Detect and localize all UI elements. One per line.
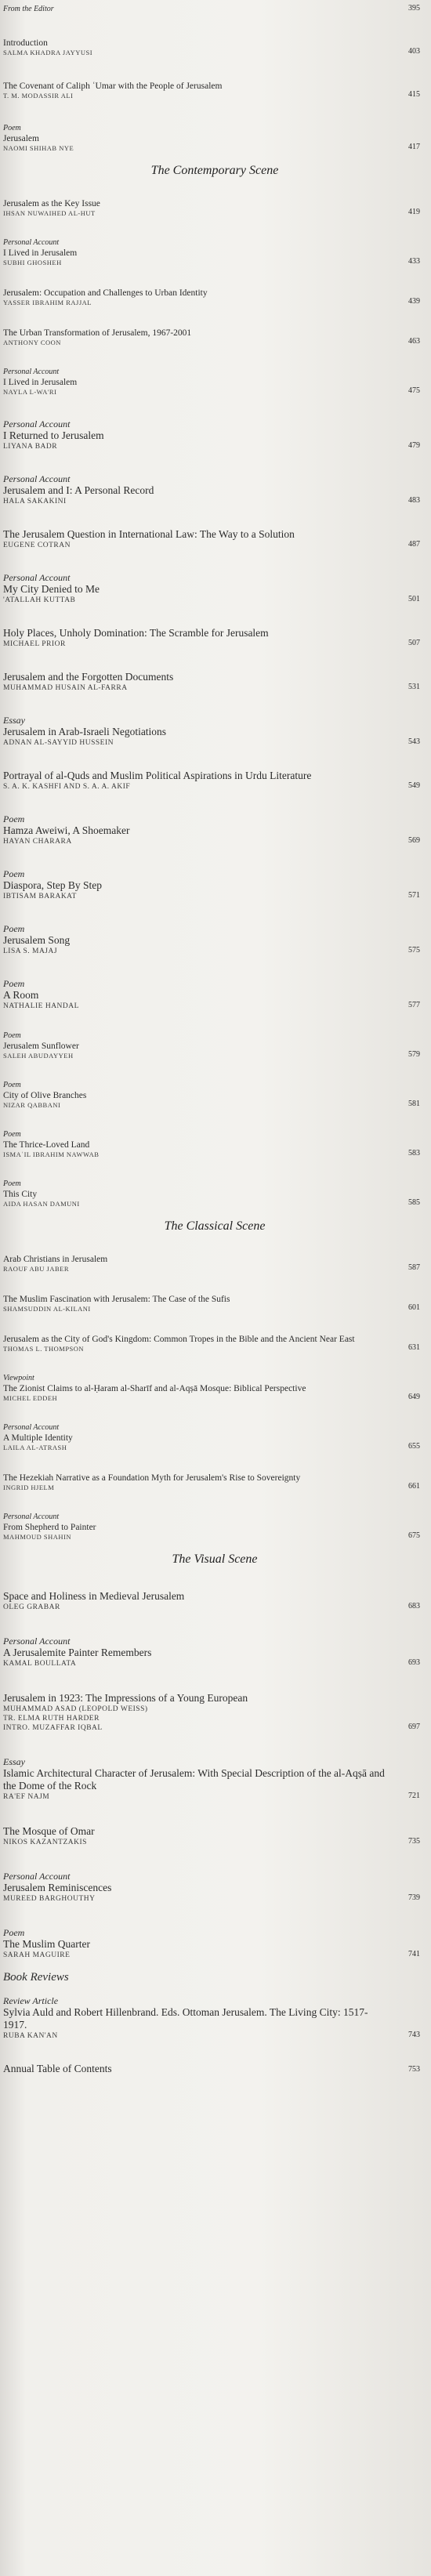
toc-entry <box>3 1636 426 1668</box>
entry-page-number: 675 <box>408 1531 420 1540</box>
entry-page-number: 463 <box>408 337 420 346</box>
toc-entry <box>3 418 426 451</box>
toc-entry <box>3 1130 426 1159</box>
entry-title: From Shepherd to Painter <box>3 1523 96 1532</box>
entry-page-number: 649 <box>408 1393 420 1401</box>
entry-label: Essay <box>3 1756 25 1767</box>
entry-page-number: 585 <box>408 1198 420 1207</box>
toc-entry <box>3 572 426 605</box>
entry-title: The Covenant of Caliph ʿUmar with the People of Jerusalem <box>3 82 223 91</box>
toc-entry <box>3 1590 426 1612</box>
entry-label: Poem <box>3 923 25 934</box>
entry-title: Holy Places, Unholy Domination: The Scramble for Jerusalem <box>3 627 269 639</box>
entry-title: A Room <box>3 989 39 1001</box>
entry-author: SUBHI GHOSHEH <box>3 259 62 266</box>
book-reviews-heading: Book Reviews <box>3 1971 69 1984</box>
toc-entry <box>3 1825 426 1847</box>
toc-entry <box>3 528 426 550</box>
entry-author: SARAH MAGUIRE <box>3 1951 71 1959</box>
entry-title: Jerusalem <box>3 134 39 143</box>
entry-author: ISMAʿIL IBRAHIM NAWWAB <box>3 1150 100 1158</box>
entry-page-number: 587 <box>408 1263 420 1272</box>
entry-page-number: 419 <box>408 208 420 216</box>
entry-author: KAMAL BOULLATA <box>3 1660 77 1668</box>
entry-page-number: 395 <box>408 4 420 13</box>
toc-entry <box>3 81 426 100</box>
entry-label: Poem <box>3 1927 25 1938</box>
entry-title: Portrayal of al-Quds and Muslim Political Aspirations in Urdu Literature <box>3 770 312 781</box>
entry-title: The Muslim Quarter <box>3 1938 90 1950</box>
entry-author: MICHAEL PRIOR <box>3 640 66 648</box>
entry-page-number: 579 <box>408 1050 420 1059</box>
entry-page-number: 417 <box>408 143 420 151</box>
entry-title: Hamza Aweiwi, A Shoemaker <box>3 824 130 836</box>
entry-page-number: 475 <box>408 386 420 395</box>
entry-author: RAOUF ABU JABER <box>3 1265 70 1273</box>
entry-title: Diaspora, Step By Step <box>3 879 102 891</box>
entry-title: Sylvia Auld and Robert Hillenbrand. Eds. Ottoman Jerusalem. The Living City: 1517-1917. <box>3 2006 368 2031</box>
toc-entry <box>3 1927 426 1960</box>
entry-page-number: 487 <box>408 540 420 549</box>
entry-label: Poem <box>3 978 25 989</box>
entry-title: Jerusalem and I: A Personal Record <box>3 484 154 496</box>
entry-author: INGRID HJELM <box>3 1484 55 1491</box>
toc-entry <box>3 1756 426 1802</box>
entry-author: LIYANA BADR <box>3 443 58 451</box>
entry-label: Personal Account <box>3 1871 71 1882</box>
entry-title: Jerusalem Song <box>3 934 71 946</box>
entry-author: YASSER IBRAHIM RAJJAL <box>3 299 92 306</box>
entry-label: Review Article <box>3 1995 59 2006</box>
entry-title: The Jerusalem Question in International Law: The Way to a Solution <box>3 528 295 540</box>
entry-label: Essay <box>3 715 25 726</box>
entry-page-number: 661 <box>408 1482 420 1491</box>
entry-author: MICHEL EDDEH <box>3 1394 58 1402</box>
entry-page-number: 531 <box>408 683 420 691</box>
entry-page-number: 655 <box>408 1442 420 1451</box>
entry-page-number: 415 <box>408 90 420 99</box>
editor-note <box>3 5 426 14</box>
entry-page-number: 433 <box>408 257 420 266</box>
entry-author: IBTISAM BARAKAT <box>3 893 77 900</box>
entry-author: OLEG GRABAR <box>3 1603 60 1611</box>
entry-title: Jerusalem Sunflower <box>3 1042 79 1051</box>
entry-introduction: INTRO. MUZAFFAR IQBAL <box>3 1724 103 1732</box>
entry-page-number: 479 <box>408 441 420 450</box>
entry-title: The Thrice-Loved Land <box>3 1140 90 1150</box>
toc-entry <box>3 671 426 693</box>
entry-page-number: 507 <box>408 639 420 647</box>
entry-author: IHSAN NUWAIHED AL-HUT <box>3 209 96 217</box>
entry-author: HAYAN CHARARA <box>3 838 72 846</box>
entry-title: City of Olive Branches <box>3 1091 87 1100</box>
entry-author: NATHALIE HANDAL <box>3 1002 79 1010</box>
entry-label: Personal Account <box>3 418 71 429</box>
entry-page-number: 581 <box>408 1100 420 1108</box>
toc-entry <box>3 1473 426 1492</box>
toc-entry <box>3 1031 426 1060</box>
entry-title: My City Denied to Me <box>3 583 100 595</box>
entry-author: ANTHONY COON <box>3 339 61 346</box>
entry-label: Personal Account <box>3 238 60 247</box>
entry-title: A Jerusalemite Painter Remembers <box>3 1647 152 1658</box>
entry-author: SHAMSUDDIN AL-KILANI <box>3 1305 91 1313</box>
entry-title: The Hezekiah Narrative as a Foundation Myth for Jerusalem's Rise to Sovereignty <box>3 1473 301 1483</box>
entry-title: Jerusalem as the Key Issue <box>3 199 100 208</box>
entry-label: Personal Account <box>3 1636 71 1647</box>
entry-author: RA'EF NAJM <box>3 1793 50 1801</box>
entry-label: Personal Account <box>3 473 71 484</box>
entry-author: S. A. K. KASHFI AND S. A. A. AKIF <box>3 783 131 791</box>
entry-author: T. M. MODASSIR ALI <box>3 92 74 100</box>
entry-title: Jerusalem and the Forgotten Documents <box>3 671 174 683</box>
toc-entry <box>3 868 426 901</box>
entry-title: I Returned to Jerusalem <box>3 429 104 441</box>
entry-label: Poem <box>3 813 25 824</box>
toc-entry <box>3 1423 426 1452</box>
entry-page-number: 577 <box>408 1001 420 1009</box>
entry-author: AIDA HASAN DAMUNI <box>3 1200 80 1208</box>
entry-page-number: 683 <box>408 1602 420 1610</box>
entry-title: Arab Christians in Jerusalem <box>3 1255 108 1264</box>
table-of-contents <box>3 5 426 2075</box>
toc-entry <box>3 1692 426 1733</box>
toc-entry <box>3 770 426 792</box>
entry-author: EUGENE COTRAN <box>3 542 71 549</box>
toc-entry <box>3 1995 426 2041</box>
entry-author: MAHMOUD SHAHIN <box>3 1533 72 1541</box>
entry-page-number: 631 <box>408 1343 420 1352</box>
entry-author: SALEH ABUDAYYEH <box>3 1052 74 1060</box>
toc-entry <box>3 978 426 1011</box>
entry-page-number: 543 <box>408 737 420 746</box>
entry-author: THOMAS L. THOMPSON <box>3 1345 85 1353</box>
toc-entry <box>3 1179 426 1208</box>
entry-title: The Mosque of Omar <box>3 1825 95 1837</box>
entry-title: The Zionist Claims to al-Ḥaram al-Sharīf and al-Aqṣā Mosque: Biblical Perspective <box>3 1384 306 1393</box>
toc-entry <box>3 288 426 307</box>
entry-title: The Muslim Fascination with Jerusalem: The Case of the Sufis <box>3 1295 230 1304</box>
entry-author: LAILA AL-ATRASH <box>3 1444 67 1451</box>
entry-author: NIZAR QABBANI <box>3 1101 61 1109</box>
section-heading: The Visual Scene <box>172 1552 258 1566</box>
toc-entry <box>3 198 426 218</box>
section-heading: The Classical Scene <box>164 1219 266 1233</box>
entry-title: Annual Table of Contents <box>3 2063 112 2074</box>
toc-entry <box>3 1871 426 1904</box>
toc-entry <box>3 1334 426 1353</box>
entry-title: I Lived in Jerusalem <box>3 248 78 258</box>
entry-title: A Multiple Identity <box>3 1433 73 1443</box>
entry-page-number: 739 <box>408 1893 420 1902</box>
entry-label: From the Editor <box>3 5 54 13</box>
entry-page-number: 403 <box>408 47 420 56</box>
entry-page-number: 741 <box>408 1950 420 1958</box>
toc-entry <box>3 813 426 846</box>
entry-author: NAOMI SHIHAB NYE <box>3 144 74 152</box>
entry-title: Introduction <box>3 38 48 48</box>
entry-title: The Urban Transformation of Jerusalem, 1967-2001 <box>3 328 192 338</box>
entry-label: Poem <box>3 868 25 879</box>
toc-entry <box>3 1294 426 1313</box>
entry-page-number: 571 <box>408 891 420 900</box>
entry-translator: TR. ELMA RUTH HARDER <box>3 1715 100 1723</box>
entry-label: Personal Account <box>3 368 60 376</box>
entry-title: I Lived in Jerusalem <box>3 378 78 387</box>
toc-entry <box>3 1254 426 1274</box>
entry-page-number: 721 <box>408 1792 420 1800</box>
entry-page-number: 743 <box>408 2031 420 2039</box>
toc-entry <box>3 715 426 748</box>
entry-author: MUHAMMAD HUSAIN AL-FARRA <box>3 684 128 692</box>
entry-title: Jerusalem: Occupation and Challenges to Urban Identity <box>3 288 208 298</box>
entry-label: Viewpoint <box>3 1374 34 1382</box>
entry-label: Poem <box>3 1130 21 1139</box>
toc-entry <box>3 473 426 506</box>
entry-author: HALA SAKAKINI <box>3 498 67 505</box>
entry-page-number: 583 <box>408 1149 420 1158</box>
entry-label: Poem <box>3 1179 21 1188</box>
toc-entry <box>3 627 426 649</box>
entry-page-number: 753 <box>408 2065 420 2074</box>
toc-entry <box>3 923 426 956</box>
entry-label: Poem <box>3 1081 21 1089</box>
entry-author: NAYLA L-WA'RI <box>3 388 57 396</box>
entry-page-number: 439 <box>408 297 420 306</box>
entry-label: Personal Account <box>3 1423 60 1432</box>
entry-label: Poem <box>3 124 21 132</box>
toc-entry <box>3 328 426 347</box>
entry-label: Personal Account <box>3 572 71 583</box>
entry-page-number: 601 <box>408 1303 420 1312</box>
toc-entry <box>3 368 426 397</box>
entry-page-number: 697 <box>408 1723 420 1731</box>
entry-page-number: 735 <box>408 1837 420 1846</box>
entry-author: NIKOS KAZANTZAKIS <box>3 1839 87 1846</box>
entry-label: Personal Account <box>3 1513 60 1521</box>
toc-entry <box>3 2063 426 2075</box>
toc-entry <box>3 238 426 267</box>
entry-title: Jerusalem as the City of God's Kingdom: Common Tropes in the Bible and the Ancient Near East <box>3 1335 355 1344</box>
toc-entry <box>3 124 426 153</box>
entry-label: Poem <box>3 1031 21 1040</box>
entry-title: Islamic Architectural Character of Jerusalem: With Special Description of the al-Aqṣā and the Dome of the Rock <box>3 1767 385 1792</box>
entry-author: RUBA KAN'AN <box>3 2032 58 2040</box>
entry-author: LISA S. MAJAJ <box>3 947 58 955</box>
toc-entry <box>3 38 426 57</box>
entry-author: ADNAN AL-SAYYID HUSSEIN <box>3 739 114 747</box>
entry-title: Jerusalem Reminiscences <box>3 1882 112 1893</box>
toc-entry <box>3 1513 426 1542</box>
entry-author: 'ATALLAH KUTTAB <box>3 596 76 604</box>
toc-entry <box>3 1374 426 1403</box>
toc-entry <box>3 1081 426 1110</box>
entry-author: MUREED BARGHOUTHY <box>3 1895 96 1903</box>
entry-author: SALMA KHADRA JAYYUSI <box>3 49 93 56</box>
section-heading: The Contemporary Scene <box>150 164 279 177</box>
entry-page-number: 483 <box>408 496 420 505</box>
entry-page-number: 501 <box>408 595 420 603</box>
entry-page-number: 549 <box>408 781 420 790</box>
entry-title: Space and Holiness in Medieval Jerusalem <box>3 1590 185 1602</box>
entry-page-number: 575 <box>408 946 420 955</box>
entry-page-number: 693 <box>408 1658 420 1667</box>
entry-title: Jerusalem in Arab-Israeli Negotiations <box>3 726 167 737</box>
entry-page-number: 569 <box>408 836 420 845</box>
entry-title: Jerusalem in 1923: The Impressions of a Young European <box>3 1692 248 1704</box>
entry-title: This City <box>3 1190 38 1199</box>
entry-author: MUHAMMAD ASAD (LEOPOLD WEISS) <box>3 1705 148 1713</box>
